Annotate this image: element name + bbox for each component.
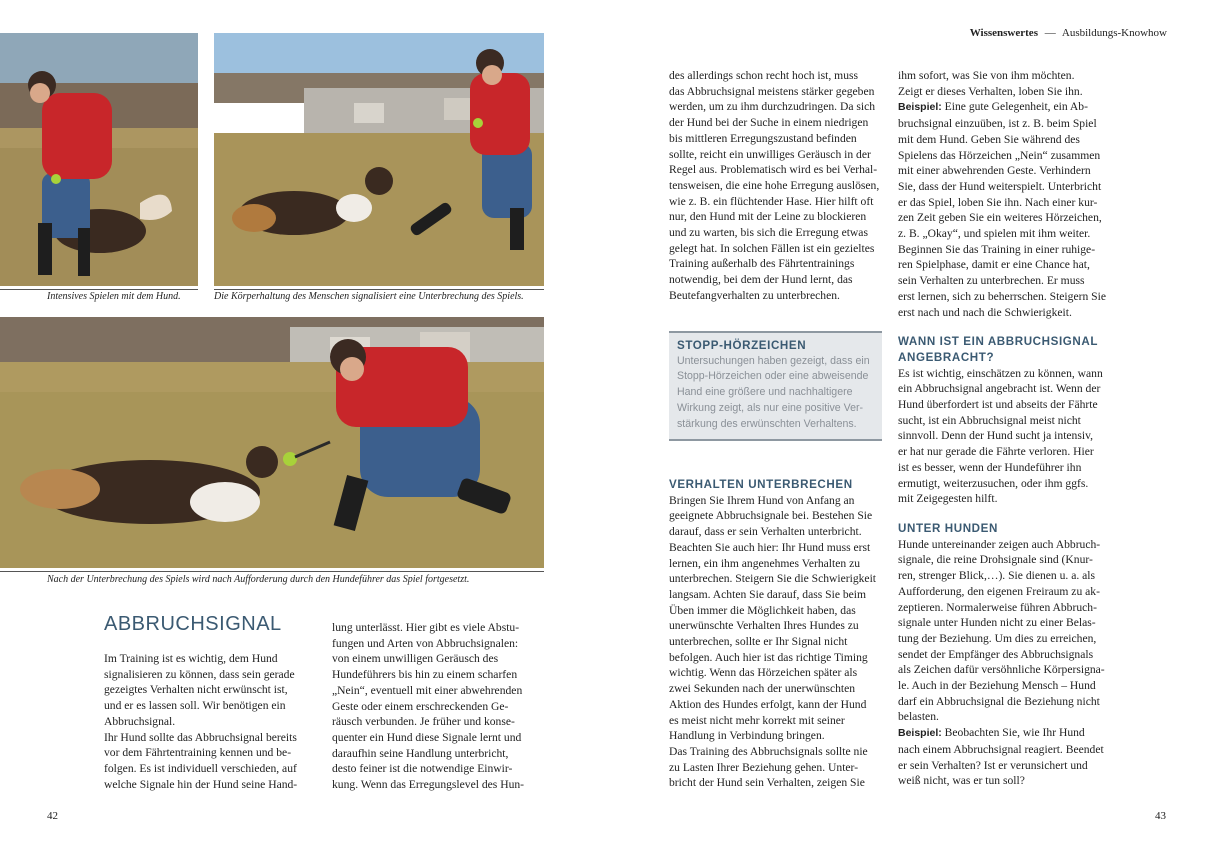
text-line: le. Auch in der Beziehung Mensch – Hund (898, 679, 1096, 693)
left-text-column-1 (104, 651, 319, 792)
text-line: räusch verbunden. Je früher und konse- (332, 715, 515, 729)
text-line: Hundeführers bis hin zu einem scharfen (332, 668, 518, 682)
text-line: darauf, dass er sein Verhalten unterbricht. (669, 525, 862, 539)
text-line: desto feiner ist die notwendige Einwir- (332, 762, 513, 776)
text-line: vor dem Fährtentraining kennen und be- (104, 746, 292, 760)
text-line: Hunde untereinander zeigen auch Abbruch- (898, 537, 1101, 551)
text-line: ist es besser, wenn der Hundeführer ihn (898, 460, 1082, 474)
text-line: lernen, ein ihm angenehmes Verhalten zu (669, 556, 861, 570)
right-text-column-2 (898, 68, 1120, 789)
text-line: mit Zeigegesten hilft. (898, 492, 998, 506)
beispiel-label: Beispiel: (898, 101, 942, 114)
page-number-right: 43 (1155, 810, 1166, 822)
text-line: unterbrechen. Steigern Sie die Schwierigkeit (669, 572, 877, 586)
beispiel-label: Beispiel: (898, 727, 942, 740)
text-line: signale, die reine Drohsignale sind (Knur- (898, 553, 1093, 567)
text-line: bruchsignal einzuüben, ist z. B. beim Spiel (898, 117, 1097, 131)
text-line: zen Zeit geben Sie ein weiteres Hörzeichen, (898, 211, 1102, 225)
text-line: bricht der Hund sein Verhalten, zeigen Sie (669, 776, 865, 790)
text-line: und er es lassen soll. Wir benötigen ein (104, 699, 286, 713)
text-line: Handlung in Verbindung bringen. (669, 729, 825, 743)
caption-rule-2 (214, 289, 544, 290)
subheading-verhalten-unterbrechen: VERHALTEN UNTERBRECHEN (669, 478, 853, 491)
text-line: belasten. (898, 710, 939, 724)
page-number-left: 42 (47, 810, 58, 822)
text-line: langsam. Achten Sie darauf, dass Sie beim (669, 587, 867, 601)
text-line: notwendig, bei dem der Hund lernt, das (669, 273, 853, 287)
section-heading-abbruchsignal: ABBRUCHSIGNAL (104, 613, 282, 635)
text-line: Spielens das Hörzeichen „Nein“ zusammen (898, 148, 1101, 162)
subheading-line: WANN IST EIN ABBRUCHSIGNAL (898, 335, 1099, 349)
info-box-line: Stopp-Hörzeichen oder eine abweisende (677, 370, 869, 383)
text-line: gelegt hat. In solchen Fällen ist ein gezieltes (669, 241, 875, 255)
text-line: ihm sofort, was Sie von ihm möchten. (898, 69, 1075, 82)
text-line: Ihr Hund sollte das Abbruchsignal bereits (104, 730, 297, 744)
text-line: er sein Verhalten? Ist er verunsichert und (898, 758, 1088, 772)
text-line: befolgen. Auch hier ist das richtige Timing (669, 650, 868, 664)
subheading-unter-hunden: UNTER HUNDEN (898, 521, 998, 535)
text-line: quenter ein Hund diese Signale lernt und (332, 730, 522, 744)
running-head-section: Wissenswertes (969, 27, 1038, 39)
info-box-title: STOPP-HÖRZEICHEN (677, 339, 807, 352)
section-verhalten-unterbrechen (669, 477, 889, 791)
text-line: er hat nur gerade die Fährte verloren. Hier (898, 445, 1094, 459)
subheading-line: ANGEBRACHT? (898, 350, 995, 364)
text-line: tensweisen, die eine hohe Erregung auslösen, (669, 178, 880, 192)
text-line: sendet der Empfänger des Abbruchsignals (898, 647, 1094, 661)
beispiel-first-line: Beobachten Sie, wie Ihr Hund (944, 726, 1085, 740)
text-line: fungen und Arten von Abbruchsignalen: (332, 636, 519, 650)
text-line: bis mittleren Erregungszustand befinden (669, 131, 857, 145)
info-box-line: Untersuchungen haben gezeigt, dass ein (677, 354, 870, 367)
text-line: z. B. „Okay“, und spielen mit ihm weiter. (898, 227, 1091, 241)
text-line: es meist nicht mehr korrekt mit seiner (669, 713, 845, 727)
text-line: welche Signale hin der Hund seine Hand- (104, 777, 298, 791)
text-line: sinnvoll. Denn der Hund sucht ja intensiv, (898, 429, 1094, 443)
text-line: das Abbruchsignal meistens stärker gegeben (669, 84, 875, 98)
text-line: Beginnen Sie das Training in einer ruhige- (898, 242, 1096, 256)
text-line: von einem unwilligen Geräusch des (332, 652, 499, 666)
text-line: nach einem Abbruchsignal reagiert. Beendet (898, 742, 1104, 756)
text-line: geeignete Abbruchsignale bei. Bestehen Sie (669, 509, 873, 523)
text-line: tung der Beziehung. Um dies zu erreichen, (898, 631, 1097, 645)
text-line: ren, strenger Blick,…). Sie dienen u. a. als (898, 569, 1096, 583)
text-line: weiß nicht, was er tun soll? (898, 774, 1025, 788)
info-box-stopp-hoerzeichen (669, 331, 882, 441)
text-line: Training außerhalb des Fährtentrainings (669, 257, 855, 271)
text-line: der Hund bei der Suche in einem niedrigen (669, 116, 869, 130)
caption-rule-1 (0, 289, 198, 290)
running-head-dash: — (1044, 27, 1056, 39)
caption-photo-1: Intensives Spielen mit dem Hund. (47, 291, 181, 302)
running-head (970, 27, 1167, 39)
caption-rule-3 (0, 571, 544, 572)
text-line: Das Training des Abbruchsignals sollte nie (669, 744, 868, 758)
right-text-column-1 (669, 68, 889, 304)
text-line: Üben immer die Möglichkeit haben, das (669, 603, 856, 617)
text-line: erst nach und nach die Schwierigkeit. (898, 305, 1072, 319)
caption-photo-3: Nach der Unterbrechung des Spiels wird nach Aufforderung durch den Hundeführer das Spiel fortgesetzt. (47, 574, 470, 585)
subheading-wann-abbruchsignal (898, 334, 1120, 365)
text-line: unterbrechen, sollte er Ihr Signal nicht (669, 635, 848, 649)
text-line: signalisieren zu können, dass sein gerade (104, 667, 295, 681)
text-line: gezeigtes Verhalten nicht erwünscht ist, (104, 683, 288, 697)
text-line: werden, um zu ihm durchzudringen. Da sich (669, 100, 876, 114)
left-text-column-2 (332, 620, 547, 793)
text-line: Hund überfordert ist und abseits der Fährte (898, 398, 1098, 412)
text-line: Beachten Sie auch hier: Ihr Hund muss erst (669, 540, 871, 554)
right-page (607, 0, 1214, 857)
text-line: er das Spiel, loben Sie ihn. Nach einer kur- (898, 195, 1098, 209)
text-line: zeptieren. Normalerweise führen Abbruch- (898, 600, 1097, 614)
text-line: ein Abbruchsignal angebracht ist. Wenn der (898, 382, 1101, 396)
text-line: des allerdings schon recht hoch ist, muss (669, 69, 859, 82)
text-line: wie z. B. ein flüchtender Hase. Hier hilft oft (669, 194, 874, 208)
text-line: Im Training ist es wichtig, dem Hund (104, 652, 278, 665)
text-line: zu Lasten Ihrer Beziehung gehen. Unter- (669, 760, 859, 774)
info-box-line: Wirkung zeigt, als nur eine positive Ver- (677, 401, 864, 414)
caption-photo-2: Die Körperhaltung des Menschen signalisiert eine Unterbrechung des Spiels. (214, 291, 524, 302)
text-line: daraufhin seine Handlung unterbricht, (332, 746, 509, 760)
text-line: nur, den Hund mit der Leine zu blockieren (669, 210, 867, 224)
text-line: Aktion des Hundes erfolgt, kann der Hund (669, 697, 867, 711)
text-line: wichtig. Wenn das Hörzeichen später als (669, 666, 858, 680)
running-head-chapter: Ausbildungs-Knowhow (1061, 27, 1167, 39)
text-line: erst lernen, sich zu beherrschen. Steigern Sie (898, 289, 1106, 303)
text-line: sucht, ist ein Abbruchsignal meist nicht (898, 413, 1081, 427)
text-line: Es ist wichtig, einschätzen zu können, wann (898, 366, 1103, 380)
text-line: Zeigt er dieses Verhalten, loben Sie ihn. (898, 84, 1083, 98)
info-box-line: stärkung des erwünschten Verhaltens. (677, 417, 857, 430)
text-line: Geste oder einem erschreckenden Ge- (332, 699, 509, 713)
text-line: sein Verhalten zu unterbrechen. Er muss (898, 274, 1085, 288)
text-line: Abbruchsignal. (104, 714, 176, 728)
text-line: Aufforderung, den eigenen Freiraum zu ak- (898, 584, 1100, 598)
text-line: darf ein Abbruchsignal die Beziehung nicht (898, 694, 1100, 708)
text-line: folgen. Es ist individuell verschieden, auf (104, 761, 297, 775)
text-line (898, 99, 1120, 116)
text-line: ermutigt, weiterzusuchen, oder ihm ggfs. (898, 476, 1089, 490)
text-line: unerwünschte Verhalten Ihres Hundes zu (669, 619, 859, 633)
info-box-line: Hand eine größere und nachhaltigere (677, 386, 853, 399)
photo-play-with-dog (0, 33, 198, 286)
text-line: mit dem Hund. Geben Sie während des (898, 132, 1080, 146)
text-line: Regel aus. Problematisch wird es bei Verhal- (669, 163, 878, 177)
photo-body-posture (214, 33, 544, 286)
text-line: signale unter Hunden nicht zu einer Belas- (898, 616, 1096, 630)
text-line: ren Spielphase, damit er eine Chance hat, (898, 258, 1090, 272)
text-line: „Nein“, eventuell mit einer abwehrenden (332, 683, 523, 697)
text-line: mit einer abwehrenden Geste. Verhindern (898, 164, 1091, 178)
text-line: lung unterlässt. Hier gibt es viele Abstu- (332, 621, 520, 634)
text-line (898, 725, 1120, 742)
text-line: Sie, dass der Hund weiterspielt. Unterbricht (898, 179, 1102, 193)
text-line: Bringen Sie Ihrem Hund von Anfang an (669, 493, 855, 507)
text-line: kung. Wenn das Erregungslevel des Hun- (332, 778, 525, 792)
text-line: sollte, reicht ein unwilliges Geräusch in der (669, 147, 871, 161)
text-line: Beutefangverhalten zu unterbrechen. (669, 288, 840, 302)
beispiel-first-line: Eine gute Gelegenheit, ein Ab- (944, 100, 1088, 114)
text-line: als Zeichen dafür versöhnliche Körpersigna- (898, 663, 1105, 677)
text-line: und zu warten, bis sich die Erregung etwas (669, 226, 868, 240)
photo-tug-play (0, 317, 544, 568)
text-line: zwei Sekunden nach der unerwünschten (669, 682, 856, 696)
